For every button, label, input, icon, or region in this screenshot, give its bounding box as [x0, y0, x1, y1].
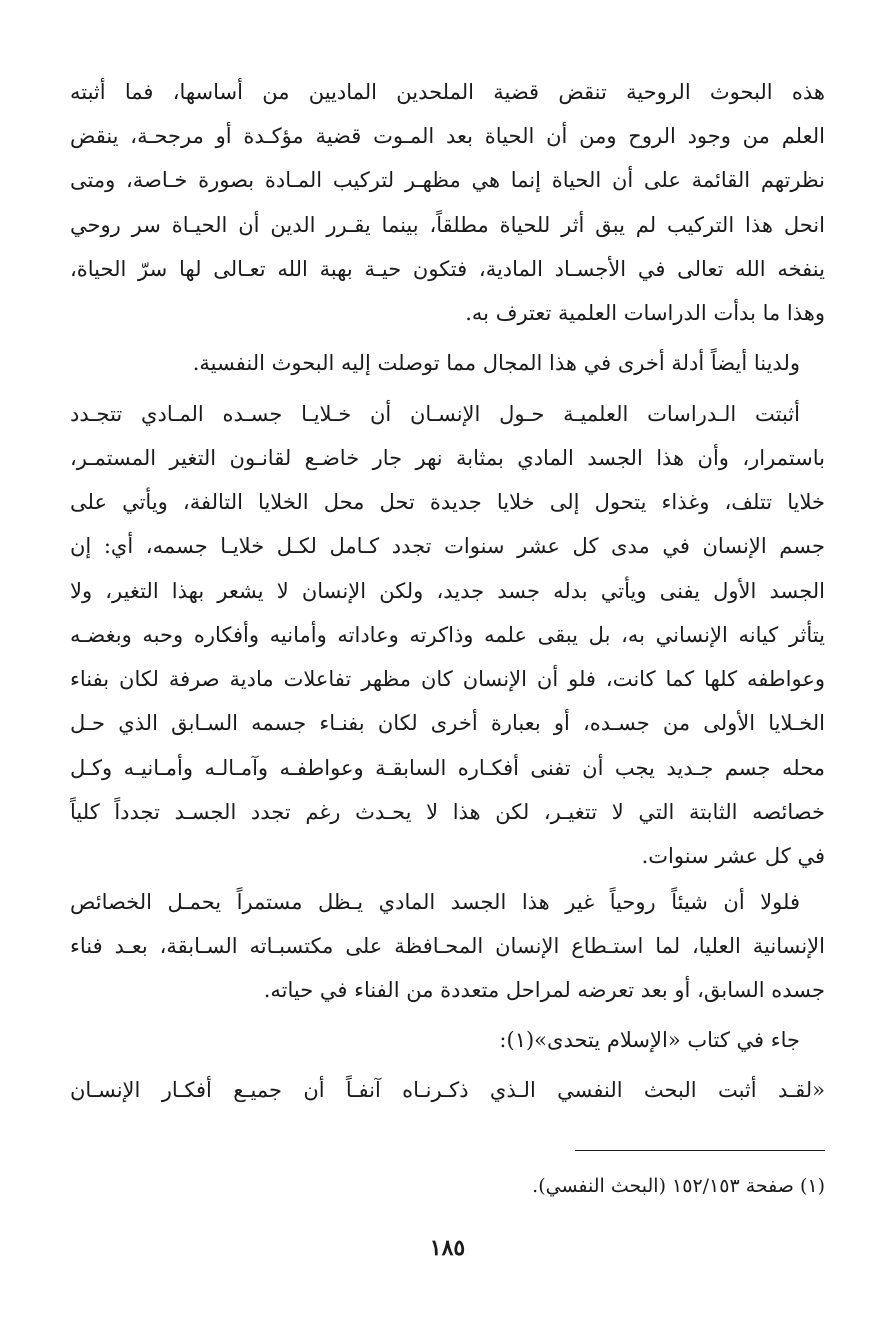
footnote-divider: [575, 1150, 825, 1151]
text-line: وهذا ما بدأت الدراسات العلمية تعترف به.: [465, 301, 825, 325]
text-line: جسده السابق، أو بعد تعرضه لمراحل متعددة من الفناء في حياته.: [263, 978, 825, 1002]
text-line: ينفخه الله تعالى في الأجسـاد المادية، فتكون حيـة بهبة الله تعـالى لها سرّ الحياة،: [70, 257, 825, 281]
text-line: انحل هذا التركيب لم يبق أثر للحياة مطلقاً، بينما يقـرر الدين أن الحيـاة سر روحي: [70, 213, 825, 237]
footnote: (١) صفحة ١٥٢/١٥٣ (البحث النفسي).: [532, 1175, 825, 1197]
text-line: العلم من وجود الروح ومن أن الحياة بعد المـوت قضية مؤكـدة أو مرجحـة، ينقض: [70, 124, 825, 148]
text-line: الإنسانية العليا، لما استـطاع الإنسان المحـافظة على مكتسبـاته السـابقة، بعـد فناء: [70, 934, 825, 958]
text-line: الخـلايا الأولى من جسـده، أو بعبارة أخرى لكان بفنـاء جسمه السـابق الذي حـل: [70, 711, 825, 735]
text-line: هذه البحوث الروحية تنقض قضية الملحدين الماديين من أساسها، فما أثبته: [70, 80, 825, 104]
text-line: وعواطفه كلها كما كانت، فلو أن الإنسان كان مظهر تفاعلات مادية صرفة لكان بفناء: [70, 667, 825, 691]
text-line: خصائصه الثابتة التي لا تتغيـر، لكن هذا لا يحـدث رغم تجدد الجسـد تجدداً كلياً: [70, 800, 825, 824]
page-number: ١٨٥: [429, 1235, 466, 1261]
paragraph-start-line: ولدينا أيضاً أدلة أخرى في هذا المجال مما توصلت إليه البحوث النفسية.: [192, 351, 800, 375]
text-line: خلايا تتلف، وغذاء يتحول إلى خلايا جديدة تحل محل الخلايا التالفة، ويأتي على: [70, 490, 825, 514]
text-line: في كل عشر سنوات.: [641, 844, 825, 868]
paragraph-start-line: جاء في كتاب «الإسلام يتحدى»(١):: [499, 1028, 800, 1052]
text-line: الجسد الأول يفنى ويأتي بدله جسد جديد، ولكن الإنسان لا يشعر بهذا التغير، ولا: [70, 579, 825, 603]
paragraph-start-line: فلولا أن شيئاً روحياً غير هذا الجسد المادي يـظل مستمراً يحمـل الخصائص: [70, 890, 800, 914]
quote-line: «لقـد أثبت البحث النفسي الـذي ذكـرنـاه آنفـاً أن جميـع أفكـار الإنسـان: [70, 1078, 825, 1102]
text-line: نظرتهم القائمة على أن الحياة إنما هي مظهـر لتركيب المـادة بصورة خـاصة، ومتى: [70, 168, 825, 192]
text-line: باستمرار، وأن هذا الجسد المادي بمثابة نهر جار خاضـع لقانـون التغير المستمـر،: [70, 446, 825, 470]
text-line: محله جسم جـديد يجب أن تفنى أفكـاره السابقـة وعواطفـه وآمـالـه وأمـانيـه وكـل: [70, 756, 825, 780]
text-line: يتأثر كيانه الإنساني به، بل يبقى علمه وذاكرته وعاداته وأمانيه وأفكاره وحبه وبغضـه: [70, 623, 825, 647]
text-line: جسم الإنسان في مدى كل عشر سنوات تجدد كـامل لكـل خلايـا جسمه، أي: إن: [70, 534, 825, 558]
paragraph-start-line: أثبتت الـدراسات العلميـة حـول الإنسـان أن خـلايـا جسـده المـادي تتجـدد: [70, 402, 800, 426]
